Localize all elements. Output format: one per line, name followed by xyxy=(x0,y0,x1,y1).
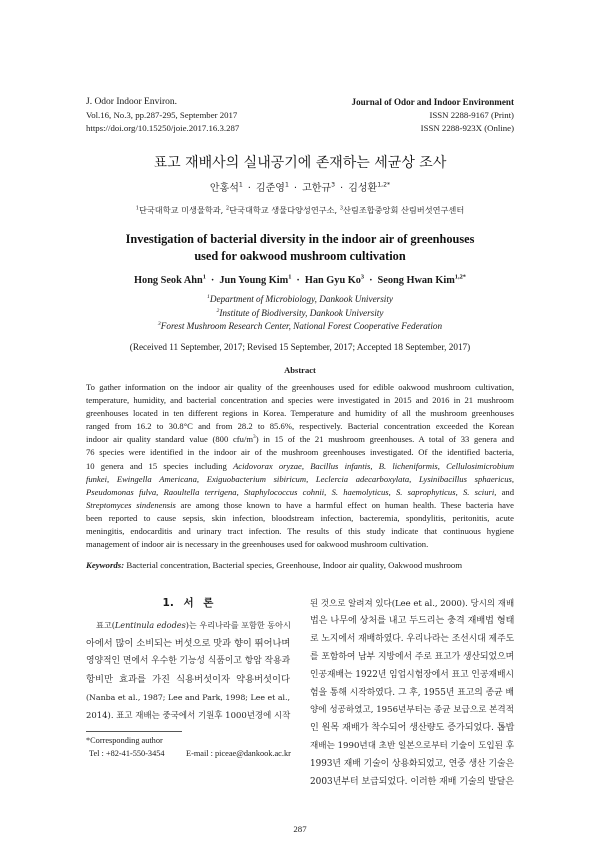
affiliation-text: 단국대학교 미생물학과, xyxy=(138,205,224,215)
species-name: Staphylococcus cohnii xyxy=(243,486,325,497)
keywords-list: Bacterial concentration, Bacterial species, Greenhouse, Indoor air quality, Oakwood mushroom xyxy=(126,560,463,570)
text-run: , xyxy=(301,460,311,471)
korean-affiliations xyxy=(0,204,600,216)
text-run: greenhouses located in ten different regions in Korea. Temperature and humidity of all the mushroom greenhouses xyxy=(86,408,514,419)
english-affiliations xyxy=(0,293,600,334)
title-line: Investigation of bacterial diversity in the indoor air of greenhouses xyxy=(125,232,475,246)
abstract-line xyxy=(86,420,514,433)
author-name: 고한규 xyxy=(302,183,332,194)
keywords xyxy=(86,559,514,572)
page-number: 287 xyxy=(293,824,307,834)
text-run: 된 것으로 알려져 있다(Lee et al., 2000). 당시의 재배 xyxy=(310,598,515,608)
corresponding-author-email[interactable]: E-mail : piceae@dankook.ac.kr xyxy=(186,749,291,758)
body-line xyxy=(310,720,514,738)
author-separator: · xyxy=(210,275,215,286)
issn-print: ISSN 2288-9167 (Print) xyxy=(429,109,514,120)
text-run: 험을 통해 시작하였다. 그 후, 1955년 표고의 종균 배 xyxy=(310,687,514,698)
author-name: Seong Hwan Kim xyxy=(377,275,455,286)
author-name: Jun Young Kim xyxy=(219,275,289,286)
text-run: 2014). 표고 재배는 중국에서 기원후 1000년경에 시작 xyxy=(86,709,291,720)
text-run: (Nanba et al., 1987; Lee and Park, 1998; Lee et al., xyxy=(86,692,290,702)
journal-citation-block xyxy=(86,96,239,135)
journal-abbreviation: J. Odor Indoor Environ. xyxy=(86,97,178,107)
abstract-line xyxy=(86,499,514,512)
abstract-line xyxy=(86,394,514,407)
text-run: 영양적인 면에서 우수한 기능성 식품이고 항암 작용과 xyxy=(86,655,291,666)
english-author-list xyxy=(0,274,600,288)
body-line xyxy=(310,595,514,613)
affiliation-mark: 1 xyxy=(202,273,206,281)
right-column-text xyxy=(310,595,514,792)
text-run: 10 genera and 15 species including xyxy=(86,460,234,471)
text-run: ) in 15 of the 21 mushroom greenhouses. A total of 33 genera and xyxy=(255,434,514,445)
corresponding-author-phone: Tel : +82-41-550-3454 xyxy=(89,749,165,758)
abstract-line xyxy=(86,407,514,420)
doi-link[interactable]: https://doi.org/10.15250/joie.2017.16.3.287 xyxy=(86,122,240,133)
text-run: 양에 성공하였고, 1956년부터는 종균 보급으로 본격적 xyxy=(310,705,514,716)
affiliation-mark: 2 xyxy=(225,205,230,212)
affiliation-text: Forest Mushroom Research Center, National Forest Cooperative Federation xyxy=(160,321,443,332)
text-run: are among those known to have a harmful effect on human health. These bacteria have xyxy=(175,499,514,510)
affiliation-text: 산림조합중앙회 산림버섯연구센터 xyxy=(343,205,465,215)
species-name: S. haemolyticus xyxy=(331,486,389,497)
abstract-line xyxy=(86,446,514,459)
journal-name: Journal of Odor and Indoor Environment xyxy=(351,97,514,107)
english-title xyxy=(0,231,600,265)
author-name: 김성환 xyxy=(348,183,378,194)
body-line xyxy=(310,631,514,649)
author-separator: · xyxy=(293,183,298,194)
text-run: 2003년부터 보급되었다. 이러한 재배 기술의 발달은 xyxy=(310,777,514,788)
text-run: 법은 나무에 상처를 내고 두드리는 충격 재배법 형태 xyxy=(310,615,515,626)
korean-author-list xyxy=(0,182,600,196)
text-run: 표고( xyxy=(96,620,115,630)
text-run: temperature, humidity, and bacterial concentration and species were investigated in 2015 and 2016 in 21 mushroom xyxy=(86,395,514,406)
abstract-line xyxy=(86,473,514,486)
text-run: management of indoor air is necessary in the greenhouses used for oakwood mushroom cultivation. xyxy=(86,539,429,550)
affiliation-mark: 1 xyxy=(135,205,139,212)
submission-dates: (Received 11 September, 2017; Revised 15 September, 2017; Accepted 18 September, 2017) xyxy=(129,342,471,352)
species-name: Cellulosimicrobium xyxy=(446,460,515,471)
text-run: 인 원목 재배가 착수되어 생산량도 증가되었다. 톱밥 xyxy=(310,723,515,734)
author-separator: · xyxy=(369,275,373,286)
affiliation-mark: 1 xyxy=(238,181,243,189)
text-run: , xyxy=(370,460,379,471)
species-name: S. sciuri xyxy=(462,486,495,497)
body-line xyxy=(86,689,290,707)
text-run: , xyxy=(388,486,396,497)
body-line xyxy=(86,707,290,725)
author-separator: · xyxy=(247,183,251,194)
affiliation-mark: 1,2* xyxy=(377,181,391,189)
body-line xyxy=(310,774,514,792)
text-run: 를 포함하여 남부 지방에서 주로 표고가 생산되었으며 xyxy=(310,651,515,662)
abstract-line xyxy=(86,512,514,525)
abstract-line xyxy=(86,486,514,499)
affiliation-mark: 3 xyxy=(360,273,365,281)
text-run: meningitis, endocarditis and urinary tract infection. The results of this study indicate that continuous hygiene xyxy=(86,526,514,537)
author-name: 안홍석 xyxy=(209,183,239,194)
left-column-text xyxy=(86,617,290,724)
affiliation-mark: 3 xyxy=(157,321,161,328)
species-name: S. saprophyticus xyxy=(395,486,456,497)
journal-issn-block xyxy=(352,96,514,135)
affiliation-mark: 3 xyxy=(339,205,343,212)
text-run: 로 노지에서 재배하였다. 우리나라는 조선시대 제주도 xyxy=(310,633,515,644)
text-run: 인공재배는 1922년 임업시험장에서 표고 인공재배시 xyxy=(310,669,514,680)
text-run: 아에서 많이 소비되는 버섯으로 맛과 향이 뛰어나며 xyxy=(86,637,291,649)
affiliation-mark: 1 xyxy=(207,293,210,300)
text-run: 76 species were identified in the indoor air of the mushroom greenhouses investigated. Of the identified bacteria, xyxy=(86,447,514,458)
text-run: , xyxy=(107,473,117,484)
issn-online: ISSN 2288-923X (Online) xyxy=(420,122,514,133)
keywords-label: Keywords: xyxy=(86,560,125,570)
text-run: , xyxy=(455,486,463,497)
body-line xyxy=(86,671,290,689)
text-run: , xyxy=(236,486,244,497)
species-name: funkei xyxy=(86,473,107,484)
text-run: , xyxy=(324,486,332,497)
abstract-body xyxy=(86,381,514,551)
text-run: To gather information on the indoor air quality of the greenhouses used for edible oakwood mushroom cultivation, xyxy=(86,382,514,392)
author-separator: · xyxy=(296,275,300,286)
korean-title: 표고 재배사의 실내공기에 존재하는 세균상 조사 xyxy=(153,155,447,171)
body-line xyxy=(310,613,514,631)
species-name: Acidovorax oryzae xyxy=(233,460,302,471)
author-separator: · xyxy=(340,183,344,194)
affiliation-mark: 2 xyxy=(216,307,220,314)
section-heading: 1. 서 론 xyxy=(162,597,214,609)
affiliation-mark: 3 xyxy=(331,181,336,189)
species-name: Bacillus infantis xyxy=(310,460,371,471)
text-run: 재배는 1990년대 초반 일본으로부터 기술이 도입된 후 xyxy=(310,741,514,752)
affiliation-text: 단국대학교 생물다양성연구소, xyxy=(229,205,338,215)
text-run: ranged from 16.2 to 30.8°C and from 28.2 to 85.6%, respectively. Bacterial concentration exceeded the Korean xyxy=(86,421,514,432)
affiliation-line xyxy=(0,307,600,321)
species-name: Exiguobacterium sibiricum xyxy=(206,473,307,484)
affiliation-mark: 1,2* xyxy=(454,273,466,281)
author-name: Han Gyu Ko xyxy=(304,275,361,286)
body-line xyxy=(310,667,514,685)
body-line xyxy=(310,702,514,720)
body-line xyxy=(310,649,514,667)
abstract-heading: Abstract xyxy=(284,365,316,375)
body-line xyxy=(86,635,290,653)
body-line xyxy=(310,685,514,703)
species-name: Ewingella Americana xyxy=(116,473,197,484)
affiliation-mark: 1 xyxy=(284,181,289,189)
volume-issue-pages: Vol.16, No.3, pp.287-295, September 2017 xyxy=(86,109,238,120)
text-run: , xyxy=(156,486,164,497)
abstract-line xyxy=(86,381,514,394)
text-run: )는 우리나라를 포함한 동아시 xyxy=(185,620,291,630)
superscript: 3 xyxy=(253,434,256,441)
species-name: Pseudomonas fulva xyxy=(86,486,157,497)
abstract-line xyxy=(86,538,514,551)
footnote-rule xyxy=(86,731,182,732)
text-run: , xyxy=(437,460,447,471)
title-line: used for oakwood mushroom cultivation xyxy=(194,248,406,263)
abstract-line xyxy=(86,525,514,538)
affiliation-line xyxy=(0,320,600,334)
body-line xyxy=(310,756,514,774)
affiliation-mark: 1 xyxy=(288,273,292,281)
species-name: Lysinibacillus sphaericus xyxy=(418,473,512,484)
text-run: indoor air quality standard value (800 cfu/m xyxy=(86,434,254,445)
abstract-line xyxy=(86,460,514,473)
text-run: , and xyxy=(494,486,515,497)
abstract-line xyxy=(86,433,514,446)
text-run: been reported to cause sepsis, skin infection, bloodstream infection, bacteremia, spondylitis, peritonitis, acute xyxy=(86,512,514,523)
affiliation-text: Department of Microbiology, Dankook University xyxy=(209,294,393,304)
text-run: , xyxy=(196,473,207,484)
text-run: , xyxy=(409,473,419,484)
species-name: Leclercia adecarboxylata xyxy=(315,473,410,484)
species-name: Raoultella terrigena xyxy=(163,486,237,497)
text-run: , xyxy=(306,473,316,484)
species-name: Lentinula edodes xyxy=(114,620,186,630)
text-run: 항비만 효과를 가진 식용버섯이자 약용버섯이다 xyxy=(86,673,290,685)
corresponding-author-label: *Corresponding author xyxy=(86,736,163,745)
text-run: , xyxy=(511,473,515,484)
author-name: Hong Seok Ahn xyxy=(134,275,203,286)
body-line xyxy=(86,653,290,671)
species-name: Streptomyces sindenensis xyxy=(86,499,176,510)
author-name: 김준영 xyxy=(255,183,285,194)
species-name: B. licheniformis xyxy=(378,460,438,471)
body-line xyxy=(310,738,514,756)
body-line xyxy=(86,617,290,635)
affiliation-text: Institute of Biodiversity, Dankook University xyxy=(219,307,384,318)
affiliation-line xyxy=(0,293,600,307)
text-run: 1993년 재배 기술이 상용화되었고, 연중 생산 기술은 xyxy=(310,759,514,770)
